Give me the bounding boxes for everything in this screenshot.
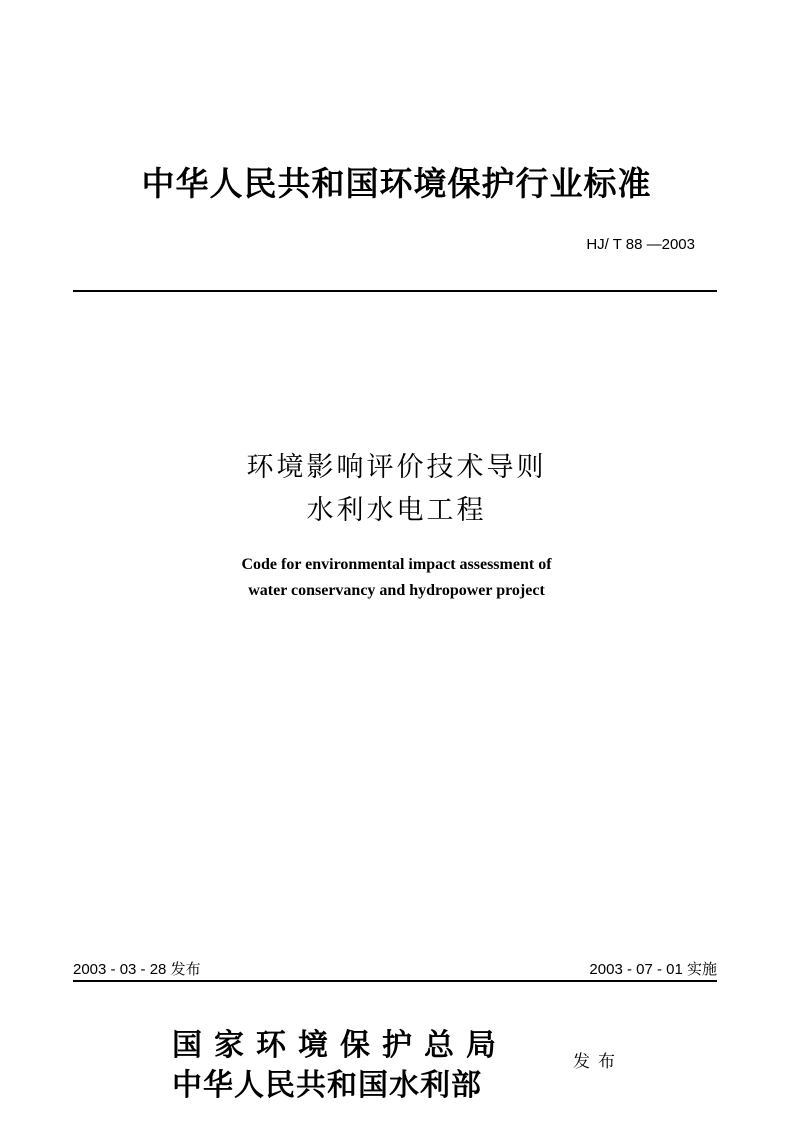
- standard-number: HJ/ T 88 —2003: [586, 236, 695, 253]
- issuer-line1: 国家环境保护总局: [172, 1028, 508, 1063]
- document-title-chinese-line1: 环境影响评价技术导则: [246, 452, 547, 483]
- bottom-divider: [73, 980, 717, 982]
- document-title-english-line1: Code for environmental impact assessment of: [241, 556, 552, 573]
- publish-label: 发布: [573, 1052, 623, 1072]
- issuer-line2: 中华人民共和国水利部: [172, 1068, 482, 1103]
- document-title-chinese-line2: 水利水电工程: [306, 495, 487, 526]
- issue-date: 2003 - 03 - 28 发布: [73, 961, 201, 978]
- document-title-english-line2: water conservancy and hydropower project: [248, 582, 545, 599]
- standard-category-title: 中华人民共和国环境保护行业标准: [141, 164, 652, 203]
- top-divider: [73, 290, 717, 292]
- implementation-date: 2003 - 07 - 01 实施: [589, 961, 717, 978]
